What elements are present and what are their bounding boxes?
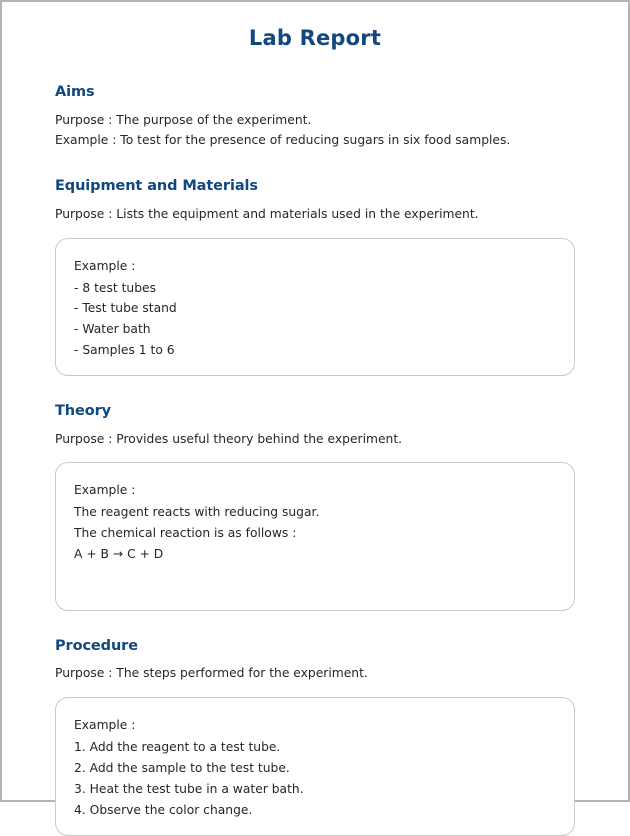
theory-example-item: The reagent reacts with reducing sugar. (74, 505, 320, 520)
section-procedure (55, 638, 575, 836)
aims-example-line: Example : To test for the presence of reducing sugars in six food samples. (55, 133, 511, 148)
procedure-example-step: 3. Heat the test tube in a water bath. (74, 781, 304, 796)
equipment-example-item: - 8 test tubes (74, 280, 156, 295)
aims-purpose-line: Purpose : The purpose of the experiment. (55, 112, 312, 127)
equipment-example-item: - Water bath (74, 322, 151, 337)
section-heading-theory: Theory (55, 403, 112, 420)
procedure-purpose-line: Purpose : The steps performed for the experiment. (55, 666, 368, 681)
equipment-example-item: - Samples 1 to 6 (74, 343, 175, 358)
theory-example-equation: A + B → C + D (74, 547, 164, 562)
page-title: Lab Report (248, 26, 382, 50)
section-heading-aims: Aims (55, 84, 95, 101)
procedure-example-box (55, 697, 575, 835)
section-aims (55, 84, 575, 151)
theory-example-item: The chemical reaction is as follows : (74, 526, 297, 541)
procedure-example-step: 2. Add the sample to the test tube. (74, 761, 290, 776)
section-theory (55, 403, 575, 611)
equipment-example-box (55, 238, 575, 376)
aims-text-block (55, 111, 575, 152)
procedure-example-step: 4. Observe the color change. (74, 802, 253, 817)
section-heading-equipment-and-materials: Equipment and Materials (55, 178, 258, 195)
theory-example-box (55, 462, 575, 611)
equipment-example-label: Example : (74, 258, 136, 273)
procedure-example-label: Example : (74, 718, 136, 733)
document-body (2, 2, 628, 836)
equipment-purpose-line: Purpose : Lists the equipment and materials used in the experiment. (55, 206, 479, 221)
equipment-example-item: - Test tube stand (74, 301, 177, 316)
theory-example-label: Example : (74, 483, 136, 498)
section-equipment-and-materials (55, 178, 575, 376)
procedure-example-step: 1. Add the reagent to a test tube. (74, 740, 281, 755)
section-heading-procedure: Procedure (55, 638, 138, 654)
theory-purpose-line: Purpose : Provides useful theory behind the experiment. (55, 431, 403, 446)
